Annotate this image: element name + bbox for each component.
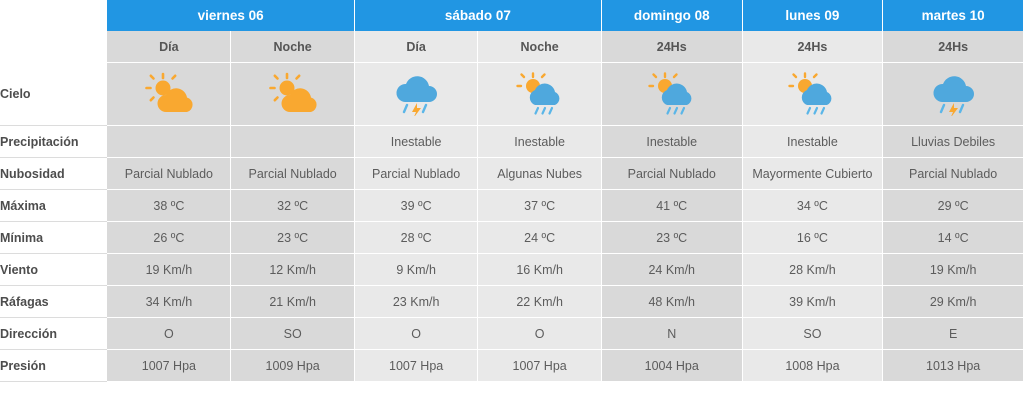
row-precipitation (0, 126, 1024, 158)
pressure-sabado-noche: 1007 Hpa (478, 350, 602, 382)
day-header-sabado-07: sábado 07 (354, 0, 601, 31)
day-header-row (0, 0, 1024, 31)
min-lunes-24hs: 16 ºC (742, 222, 883, 254)
sun-behind-rain-cloud-icon (743, 63, 883, 125)
row-label-direction: Dirección (0, 318, 107, 350)
pressure-viernes-dia: 1007 Hpa (107, 350, 231, 382)
row-max-temp (0, 190, 1024, 222)
period-header-sabado-dia: Día (354, 31, 478, 63)
gusts-lunes-24hs: 39 Km/h (742, 286, 883, 318)
max-martes-24hs: 29 ºC (883, 190, 1024, 222)
wind-lunes-24hs: 28 Km/h (742, 254, 883, 286)
pressure-viernes-noche: 1009 Hpa (231, 350, 355, 382)
pressure-lunes-24hs: 1008 Hpa (742, 350, 883, 382)
direction-domingo-24hs: N (601, 318, 742, 350)
direction-viernes-dia: O (107, 318, 231, 350)
row-sky (0, 63, 1024, 126)
gusts-viernes-noche: 21 Km/h (231, 286, 355, 318)
cloudiness-viernes-dia: Parcial Nublado (107, 158, 231, 190)
row-pressure (0, 350, 1024, 382)
period-header-martes-24hs: 24Hs (883, 31, 1024, 63)
max-viernes-dia: 38 ºC (107, 190, 231, 222)
row-cloudiness (0, 158, 1024, 190)
row-label-min: Mínima (0, 222, 107, 254)
sun-behind-cloud-icon (231, 63, 354, 125)
precipitation-lunes-24hs: Inestable (742, 126, 883, 158)
direction-viernes-noche: SO (231, 318, 355, 350)
cloudiness-martes-24hs: Parcial Nublado (883, 158, 1024, 190)
max-lunes-24hs: 34 ºC (742, 190, 883, 222)
gusts-sabado-noche: 22 Km/h (478, 286, 602, 318)
max-sabado-dia: 39 ºC (354, 190, 478, 222)
sun-behind-cloud-icon (107, 63, 230, 125)
sun-behind-rain-cloud-icon (602, 63, 742, 125)
wind-viernes-noche: 12 Km/h (231, 254, 355, 286)
gusts-martes-24hs: 29 Km/h (883, 286, 1024, 318)
header-corner (0, 0, 107, 31)
sky-cell-martes-24hs (883, 63, 1024, 126)
cloud-with-lightning-and-rain-icon (355, 63, 478, 125)
min-viernes-dia: 26 ºC (107, 222, 231, 254)
cloudiness-domingo-24hs: Parcial Nublado (601, 158, 742, 190)
sky-cell-lunes-24hs (742, 63, 883, 126)
min-viernes-noche: 23 ºC (231, 222, 355, 254)
row-min-temp (0, 222, 1024, 254)
gusts-viernes-dia: 34 Km/h (107, 286, 231, 318)
period-header-viernes-dia: Día (107, 31, 231, 63)
min-domingo-24hs: 23 ºC (601, 222, 742, 254)
row-wind (0, 254, 1024, 286)
gusts-sabado-dia: 23 Km/h (354, 286, 478, 318)
sun-behind-rain-cloud-icon (478, 63, 601, 125)
precipitation-viernes-dia (107, 126, 231, 158)
day-header-domingo-08: domingo 08 (601, 0, 742, 31)
row-label-wind: Viento (0, 254, 107, 286)
max-sabado-noche: 37 ºC (478, 190, 602, 222)
row-label-sky: Cielo (0, 63, 107, 126)
period-header-lunes-24hs: 24Hs (742, 31, 883, 63)
sky-cell-sabado-dia (354, 63, 478, 126)
precipitation-sabado-dia: Inestable (354, 126, 478, 158)
cloudiness-viernes-noche: Parcial Nublado (231, 158, 355, 190)
wind-viernes-dia: 19 Km/h (107, 254, 231, 286)
min-sabado-dia: 28 ºC (354, 222, 478, 254)
row-label-precipitation: Precipitación (0, 126, 107, 158)
row-label-pressure: Presión (0, 350, 107, 382)
max-viernes-noche: 32 ºC (231, 190, 355, 222)
precipitation-martes-24hs: Lluvias Debiles (883, 126, 1024, 158)
precipitation-viernes-noche (231, 126, 355, 158)
precipitation-sabado-noche: Inestable (478, 126, 602, 158)
row-gusts (0, 286, 1024, 318)
cloudiness-sabado-noche: Algunas Nubes (478, 158, 602, 190)
pressure-sabado-dia: 1007 Hpa (354, 350, 478, 382)
wind-sabado-noche: 16 Km/h (478, 254, 602, 286)
row-label-cloudiness: Nubosidad (0, 158, 107, 190)
row-direction (0, 318, 1024, 350)
direction-martes-24hs: E (883, 318, 1024, 350)
row-label-max: Máxima (0, 190, 107, 222)
cloudiness-lunes-24hs: Mayormente Cubierto (742, 158, 883, 190)
period-corner (0, 31, 107, 63)
cloud-with-lightning-and-rain-icon (883, 63, 1023, 125)
direction-sabado-noche: O (478, 318, 602, 350)
max-domingo-24hs: 41 ºC (601, 190, 742, 222)
sky-cell-domingo-24hs (601, 63, 742, 126)
sky-cell-sabado-noche (478, 63, 602, 126)
min-martes-24hs: 14 ºC (883, 222, 1024, 254)
period-header-row (0, 31, 1024, 63)
wind-martes-24hs: 19 Km/h (883, 254, 1024, 286)
row-label-gusts: Ráfagas (0, 286, 107, 318)
wind-sabado-dia: 9 Km/h (354, 254, 478, 286)
pressure-domingo-24hs: 1004 Hpa (601, 350, 742, 382)
min-sabado-noche: 24 ºC (478, 222, 602, 254)
period-header-viernes-noche: Noche (231, 31, 355, 63)
pressure-martes-24hs: 1013 Hpa (883, 350, 1024, 382)
sky-cell-viernes-dia (107, 63, 231, 126)
day-header-martes-10: martes 10 (883, 0, 1024, 31)
precipitation-domingo-24hs: Inestable (601, 126, 742, 158)
day-header-lunes-09: lunes 09 (742, 0, 883, 31)
direction-lunes-24hs: SO (742, 318, 883, 350)
cloudiness-sabado-dia: Parcial Nublado (354, 158, 478, 190)
day-header-viernes-06: viernes 06 (107, 0, 354, 31)
wind-domingo-24hs: 24 Km/h (601, 254, 742, 286)
sky-cell-viernes-noche (231, 63, 355, 126)
direction-sabado-dia: O (354, 318, 478, 350)
gusts-domingo-24hs: 48 Km/h (601, 286, 742, 318)
period-header-domingo-24hs: 24Hs (601, 31, 742, 63)
period-header-sabado-noche: Noche (478, 31, 602, 63)
